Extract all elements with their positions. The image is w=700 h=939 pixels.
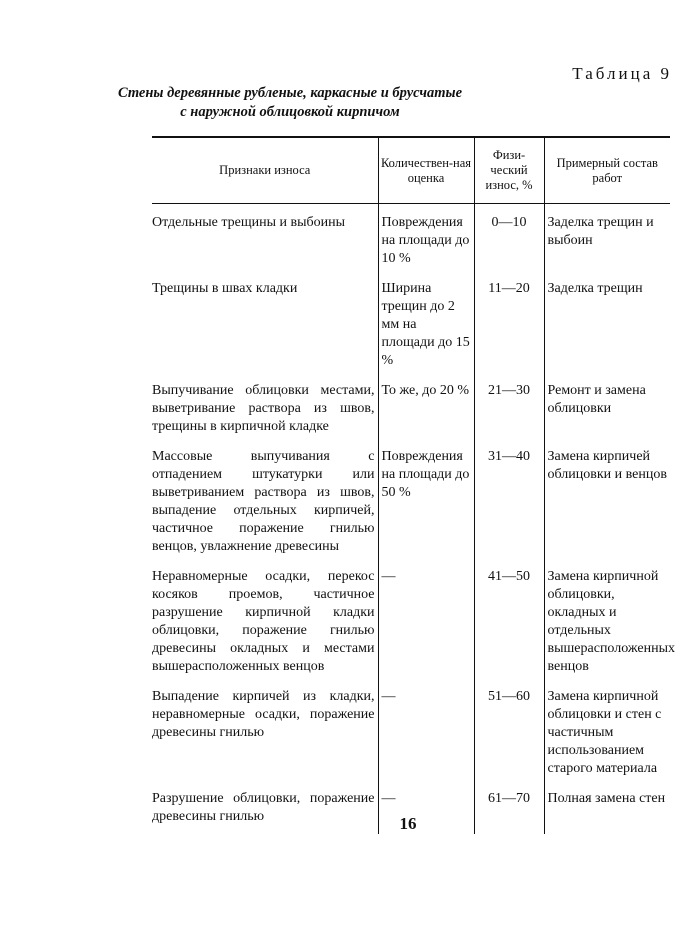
- table-row: [152, 276, 670, 378]
- table-title-line-2: с наружной облицовкой кирпичом: [180, 104, 400, 120]
- cell-works: Замена кирпичей облицовки и венцов: [544, 444, 670, 564]
- wear-table: [152, 136, 675, 834]
- column-header-physical-wear: Физи-ческий износ, %: [474, 137, 544, 204]
- table-row: [152, 378, 670, 444]
- table-number-label: Таблица 9: [572, 64, 672, 83]
- table-row: [152, 444, 670, 564]
- cell-assessment: То же, до 20 %: [378, 378, 474, 444]
- cell-sign: Разрушение облицовки, поражение древесины гнилью: [152, 791, 375, 824]
- cell-physical-wear: 41—50: [474, 564, 544, 684]
- cell-physical-wear: 31—40: [474, 444, 544, 564]
- cell-assessment: Повреждения на площади до 10 %: [378, 204, 474, 277]
- cell-assessment: Повреждения на площади до 50 %: [378, 444, 474, 564]
- cell-physical-wear: 51—60: [474, 684, 544, 786]
- cell-works: Замена кирпичной облицовки и стен с частичным использованием старого материала: [544, 684, 670, 786]
- table-row: [152, 564, 670, 684]
- table-title-line-1: Стены деревянные рубленые, каркасные и брусчатые: [117, 85, 463, 101]
- cell-physical-wear: 21—30: [474, 378, 544, 444]
- cell-assessment: —: [378, 786, 474, 834]
- cell-sign: Неравномерные осадки, перекос косяков проемов, частичное разрушение кирпичной кладки облицовки, поражение гнилью древесины окладных и местами вышерасположенных венцов: [152, 569, 375, 674]
- cell-works: Ремонт и замена облицовки: [544, 378, 670, 444]
- cell-works: Заделка трещин и выбоин: [544, 204, 670, 277]
- cell-assessment: —: [378, 684, 474, 786]
- cell-sign: Отдельные трещины и выбоины: [152, 215, 346, 230]
- cell-works: Замена кирпичной облицовки, окладных и отдельных вышерасположенных венцов: [544, 564, 670, 684]
- cell-sign: Массовые выпучивания с отпадением штукатурки или выветриванием раствора из швов, выпадение отдельных кирпичей, частичное поражение гнилью венцов, увлажнение древесины: [152, 449, 375, 554]
- page-number: 16: [399, 814, 417, 833]
- cell-works: Полная замена стен: [544, 786, 670, 834]
- cell-assessment: Ширина трещин до 2 мм на площади до 15 %: [378, 276, 474, 378]
- cell-assessment: —: [378, 564, 474, 684]
- table-row: [152, 204, 670, 277]
- cell-sign: Трещины в швах кладки: [152, 281, 298, 296]
- column-header-signs: Признаки износа: [152, 137, 378, 204]
- cell-sign: Выпадение кирпичей из кладки, неравномерные осадки, поражение древесины гнилью: [152, 689, 375, 740]
- cell-physical-wear: 11—20: [474, 276, 544, 378]
- cell-works: Заделка трещин: [544, 276, 670, 378]
- column-header-assessment: Количествен-ная оценка: [378, 137, 474, 204]
- cell-physical-wear: 0—10: [474, 204, 544, 277]
- cell-sign: Выпучивание облицовки местами, выветривание раствора из швов, трещины в кирпичной кладке: [152, 383, 375, 434]
- cell-physical-wear: 61—70: [474, 786, 544, 834]
- column-header-works: Примерный состав работ: [544, 137, 670, 204]
- table-row: [152, 684, 670, 786]
- table-header-row: [152, 137, 670, 204]
- table-title: [0, 84, 700, 122]
